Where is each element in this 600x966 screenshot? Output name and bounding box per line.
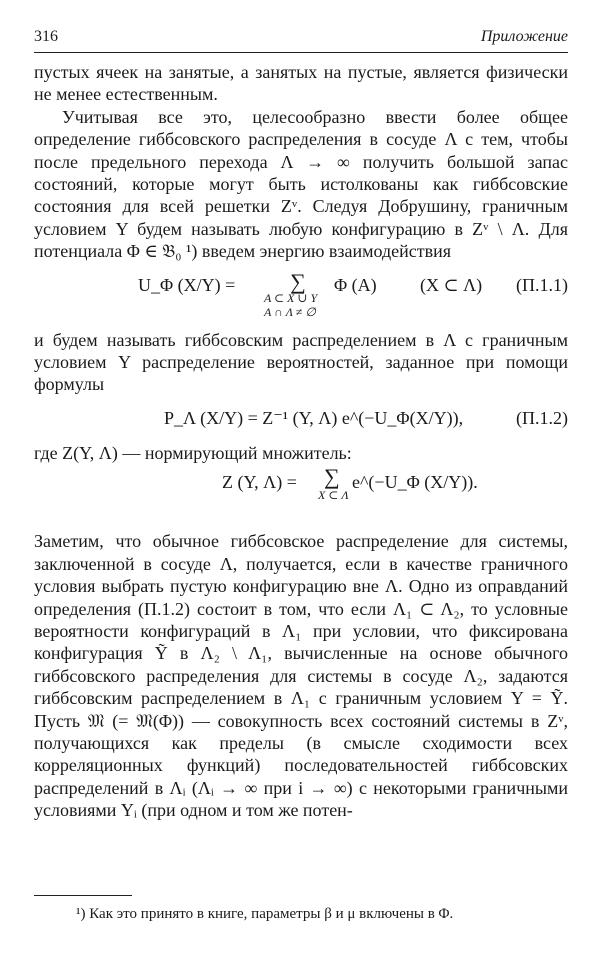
eq3-sum-subscript: X ⊂ Λ <box>318 488 349 503</box>
eq1-sum-subscript-2: A ∩ Λ ≠ ∅ <box>264 304 316 319</box>
eq2-body: P_Λ (X/Y) = Z⁻¹ (Y, Λ) e^(−U_Φ(X/Y)), <box>164 407 464 428</box>
eq1-rhs: Φ (A) <box>334 274 377 295</box>
running-title: Приложение <box>480 28 568 45</box>
paragraph-remark: Заметим, что обычное гиббсовское распределение для системы, заключенной в сосуде Λ, получается, если в качестве граничного условия выбрать пустую конфигурацию вне Λ. Одно из оправданий определения (П.1.2) состоит в том, что если Λ₁ ⊂ Λ₂, то условные вероятности конфигураций в Λ₁ при условии, что фиксирована конфигурация Ỹ в Λ₂ \ Λ₁, вычисленные на основе обычного гиббсовского распределения для системы в сосуде Λ₂, задаются гиббсовским распределением в Λ₁ с граничным условием Y = Ỹ. Пусть 𝔐 (= 𝔐(Φ)) — совокупность всех состояний системы в Zᵛ, получающихся как пределы (в смысле сходимости всех корреляционных функций) последовательностей гиббсовских распределений в Λᵢ (Λᵢ → ∞ при i → ∞) с некоторыми граничными условиями Yᵢ (при одном и том же потен- <box>34 531 568 821</box>
eq1-lhs: U_Φ (X/Y) = <box>138 274 236 295</box>
page-number: 316 <box>34 28 58 45</box>
eq2-number: (П.1.2) <box>516 407 568 428</box>
equation-p-1-1 <box>34 269 568 323</box>
paragraph-continued: пустых ячеек на занятые, а занятых на пустые, является физически не менее естественным. <box>34 62 568 105</box>
eq3-rhs: e^(−U_Φ (X/Y)). <box>352 472 478 493</box>
footnote: ¹) Как это принято в книге, параметры β и μ включены в Φ. <box>76 906 454 922</box>
equation-p-1-2 <box>34 406 568 436</box>
page-header <box>34 26 568 53</box>
equation-normalizer <box>34 464 568 510</box>
eq1-sum-symbol: ∑ <box>290 268 306 294</box>
footnote-rule <box>34 895 132 896</box>
eq3-lhs: Z (Y, Λ) = <box>222 472 297 493</box>
spacer <box>34 516 568 530</box>
eq1-number: (П.1.1) <box>516 274 568 295</box>
paragraph-definition: Учитывая все это, целесообразно ввести более общее определение гиббсовского распределения в сосуде Λ с тем, чтобы после предельного перехода Λ → ∞ получить большой запас состояний, которые могут быть истолкованы как гиббсовские состояния для всей решетки Zᵛ. Следуя Добрушину, граничным условием Y будем называть любую конфигурацию в Zᵛ \ Λ. Для потенциала Φ ∈ 𝔅₀ ¹) введем энергию взаимодействия <box>34 106 568 262</box>
eq1-condition: (X ⊂ Λ) <box>420 274 483 295</box>
paragraph-normalizer: где Z(Y, Λ) — нормирующий множитель: <box>34 442 352 463</box>
eq1-sum-subscript-1: A ⊂ X ∪ Y <box>264 290 318 305</box>
paragraph-gibbs-distribution: и будем называть гиббсовским распределением в Λ с граничным условием Y распределение вероятностей, заданное при помощи формулы <box>34 329 568 395</box>
eq3-sum-symbol: ∑ <box>324 464 340 490</box>
